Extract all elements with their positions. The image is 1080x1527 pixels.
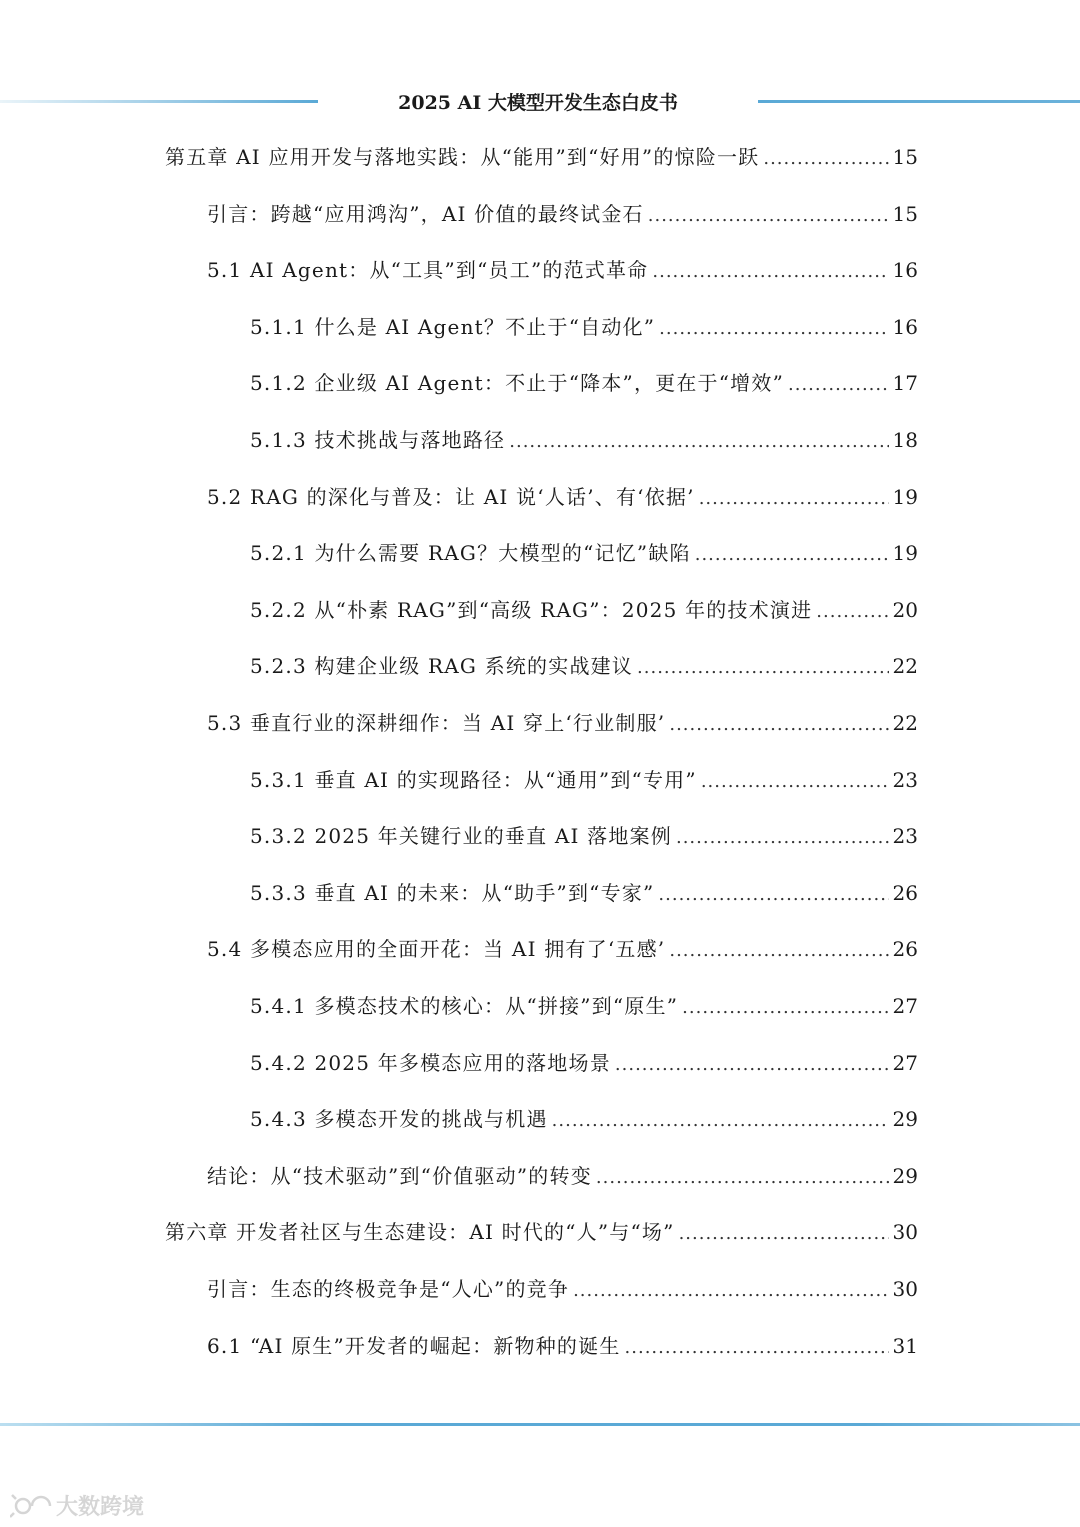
toc-entry-label: 5.3.3 垂直 AI 的未来：从“助手”到“专家” bbox=[250, 880, 655, 905]
dot-leader bbox=[658, 884, 888, 905]
toc-entry[interactable] bbox=[207, 198, 918, 232]
toc-entry-page-number: 17 bbox=[892, 371, 918, 396]
toc-entry[interactable] bbox=[207, 481, 918, 515]
toc-entry[interactable] bbox=[250, 1103, 918, 1137]
toc-entry-page-number: 29 bbox=[892, 1107, 918, 1132]
toc-entry-page-number: 20 bbox=[892, 597, 918, 622]
toc-entry-label: 5.2.2 从“朴素 RAG”到“高级 RAG”：2025 年的技术演进 bbox=[250, 597, 813, 622]
dot-leader bbox=[701, 771, 889, 792]
toc-entry-label: 5.3.2 2025 年关键行业的垂直 AI 落地案例 bbox=[250, 824, 672, 849]
dot-leader bbox=[552, 1110, 889, 1131]
toc-entry-page-number: 15 bbox=[892, 145, 918, 169]
dot-leader bbox=[669, 714, 888, 735]
toc-entry[interactable] bbox=[250, 537, 918, 571]
toc-entry[interactable] bbox=[207, 254, 918, 288]
dot-leader bbox=[695, 544, 889, 565]
toc-entry-label: 5.3.1 垂直 AI 的实现路径：从“通用”到“专用” bbox=[250, 767, 697, 792]
toc-entry[interactable] bbox=[207, 707, 918, 741]
toc-entry-label: 5.2.3 构建企业级 RAG 系统的实战建议 bbox=[250, 654, 634, 679]
toc-entry[interactable] bbox=[250, 764, 918, 798]
toc-entry-page-number: 26 bbox=[892, 880, 918, 905]
toc-entry-page-number: 16 bbox=[892, 258, 918, 283]
toc-entry-page-number: 19 bbox=[892, 484, 918, 509]
toc-entry-label: 第五章 AI 应用开发与落地实践：从“能用”到“好用”的惊险一跃 bbox=[165, 145, 760, 169]
dot-leader bbox=[669, 940, 888, 961]
toc-entry-label: 5.1.2 企业级 AI Agent：不止于“降本”，更在于“增效” bbox=[250, 371, 785, 396]
toc-entry-label: 5.4.3 多模态开发的挑战与机遇 bbox=[250, 1107, 548, 1132]
toc-entry-page-number: 23 bbox=[892, 767, 918, 792]
toc-entry-label: 6.1 “AI 原生”开发者的崛起：新物种的诞生 bbox=[207, 1333, 621, 1358]
dot-leader bbox=[652, 261, 888, 282]
footer-rule bbox=[0, 1423, 1080, 1426]
document-title: 2025 AI 大模型开发生态白皮书 bbox=[398, 92, 678, 114]
toc-entry[interactable] bbox=[165, 141, 918, 175]
toc-entry-label: 5.1.1 什么是 AI Agent？不止于“自动化” bbox=[250, 314, 656, 339]
toc-entry[interactable] bbox=[250, 1047, 918, 1081]
toc-entry[interactable] bbox=[250, 424, 918, 458]
toc-entry-label: 引言：跨越“应用鸿沟”，AI 价值的最终试金石 bbox=[207, 201, 644, 226]
dot-leader bbox=[659, 318, 888, 339]
dot-leader bbox=[682, 997, 888, 1018]
toc-entry-page-number: 30 bbox=[892, 1220, 918, 1245]
toc-entry-page-number: 27 bbox=[892, 1050, 918, 1075]
toc-entry-page-number: 27 bbox=[892, 994, 918, 1018]
toc-entry[interactable] bbox=[250, 877, 918, 911]
toc-entry-page-number: 30 bbox=[892, 1277, 918, 1301]
watermark bbox=[10, 1490, 144, 1521]
toc-entry-label: 第六章 开发者社区与生态建设：AI 时代的“人”与“场” bbox=[165, 1220, 675, 1245]
toc-entry-label: 5.4.1 多模态技术的核心：从“拼接”到“原生” bbox=[250, 994, 679, 1018]
toc-entry-page-number: 26 bbox=[892, 937, 918, 962]
dot-leader bbox=[615, 1054, 889, 1075]
dot-leader bbox=[637, 657, 889, 678]
toc-entry-page-number: 29 bbox=[892, 1163, 918, 1188]
header-rule-left bbox=[0, 100, 318, 103]
dot-leader bbox=[676, 827, 889, 848]
toc-entry-label: 5.1.3 技术挑战与落地路径 bbox=[250, 428, 506, 452]
toc-entry-page-number: 22 bbox=[892, 654, 918, 679]
toc-entry-label: 引言：生态的终极竞争是“人心”的竞争 bbox=[207, 1277, 570, 1301]
toc-entry-page-number: 22 bbox=[892, 711, 918, 735]
dot-leader bbox=[699, 488, 889, 509]
toc-entry[interactable] bbox=[250, 594, 918, 628]
toc-entry[interactable] bbox=[207, 1330, 918, 1364]
dot-leader bbox=[763, 148, 888, 169]
toc-entry-label: 5.3 垂直行业的深耕细作：当 AI 穿上‘行业制服’ bbox=[207, 711, 666, 735]
toc-entry[interactable] bbox=[250, 311, 918, 345]
toc-entry[interactable] bbox=[250, 820, 918, 854]
watermark-text: 大数跨境 bbox=[56, 1495, 145, 1520]
toc-entry[interactable] bbox=[165, 1216, 918, 1250]
toc-entry[interactable] bbox=[250, 650, 918, 684]
dot-leader bbox=[596, 1167, 889, 1188]
header-rule-right bbox=[758, 100, 1080, 103]
dot-leader bbox=[625, 1337, 889, 1358]
toc-entry-label: 5.1 AI Agent：从“工具”到“员工”的范式革命 bbox=[207, 258, 649, 283]
toc-entry-label: 5.4.2 2025 年多模态应用的落地场景 bbox=[250, 1050, 611, 1075]
toc-entry[interactable] bbox=[250, 367, 918, 401]
toc-entry-page-number: 15 bbox=[892, 201, 918, 226]
dot-leader bbox=[679, 1223, 889, 1244]
toc-entry[interactable] bbox=[207, 933, 918, 967]
dot-leader bbox=[509, 431, 888, 452]
toc-entry-page-number: 18 bbox=[892, 428, 918, 452]
toc-entry-label: 5.2 RAG 的深化与普及：让 AI 说‘人话’、有‘依据’ bbox=[207, 484, 695, 509]
toc-entry-page-number: 23 bbox=[892, 824, 918, 849]
dot-leader bbox=[573, 1280, 888, 1301]
toc-entry[interactable] bbox=[250, 990, 918, 1024]
toc-entry-page-number: 31 bbox=[892, 1333, 918, 1358]
dot-leader bbox=[816, 601, 888, 622]
toc-entry-page-number: 19 bbox=[892, 541, 918, 566]
dot-leader bbox=[648, 205, 889, 226]
toc-entry[interactable] bbox=[207, 1273, 918, 1307]
dot-leader bbox=[788, 374, 889, 395]
toc-entry-label: 5.4 多模态应用的全面开花：当 AI 拥有了‘五感’ bbox=[207, 937, 666, 962]
toc-entry-label: 5.2.1 为什么需要 RAG？大模型的“记忆”缺陷 bbox=[250, 541, 691, 566]
sun-logo-icon bbox=[10, 1493, 54, 1519]
toc-entry-page-number: 16 bbox=[892, 314, 918, 339]
toc-entry[interactable] bbox=[207, 1160, 918, 1194]
toc-entry-label: 结论：从“技术驱动”到“价值驱动”的转变 bbox=[207, 1163, 592, 1188]
